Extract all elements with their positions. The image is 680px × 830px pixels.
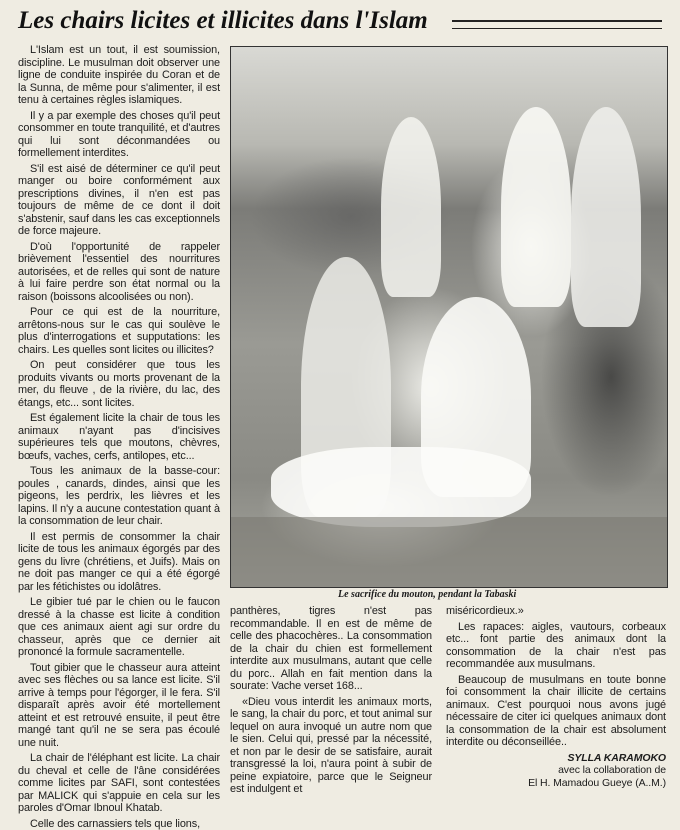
photo-caption: Le sacrifice du mouton, pendant la Tabaski xyxy=(338,588,668,602)
paragraph: Tout gibier que le chasseur aura atteint avec ses flèches ou sa lance est licite. S'il arrive à temps pour l'égorger, il le fera. S'il disparaît après avoir été mortellement atteint et est retrouvé ensuite, il peut être mangé tant qu'il ne se sera pas écoulé une nuit. xyxy=(18,662,220,750)
author-name: SYLLA KARAMOKO xyxy=(446,752,666,765)
paragraph: Il y a par exemple des choses qu'il peut consommer en toute tranquilité, et d'autres qui lui sont déconmandées ou formellement interdites. xyxy=(18,110,220,160)
photo-figure xyxy=(381,117,441,297)
paragraph: Celle des carnassiers tels que lions, xyxy=(18,818,220,830)
collaborator-name: El H. Mamadou Gueye (A..M.) xyxy=(446,777,666,790)
paragraph: Il est permis de consommer la chair licite de tous les animaux égorgés par des gens du livre (chrétiens, et Juifs). Mais on ne doit pas manger ce qui a été égorgé par les fétichistes ou idolâtres. xyxy=(18,531,220,594)
paragraph: D'où l'opportunité de rappeler brièvement l'essentiel des nourritures autorisées, et de relles qui sont de nature à lui faire perdre son état normal ou la raison (boissons alcoolisées ou non). xyxy=(18,241,220,304)
paragraph: Est également licite la chair de tous les animaux n'ayant pas d'incisives supérieures tels que moutons, chèvres, bœufs, vaches, cerfs, antilopes, etc... xyxy=(18,412,220,462)
collaboration-note: avec la collaboration de xyxy=(446,764,666,777)
paragraph: On peut considérer que tous les produits vivants ou morts provenant de la mer, du fleuve , de la rivière, du lac, des étangs, etc... sont licites. xyxy=(18,359,220,409)
article-column-1 xyxy=(18,44,220,796)
article-column-2 xyxy=(230,605,432,800)
photo-figure xyxy=(571,107,641,327)
paragraph: «Dieu vous interdit les animaux morts, le sang, la chair du porc, et tout animal sur lequel on aura invoqué un autre nom que le sien. Celui qui, pressé par la nécessité, et non par le desir de se satisfaire, aurait transgressé la loi, n'aura point à subir de peine expiatoire, parce que le Seigneur est indulgent et xyxy=(230,696,432,796)
paragraph: Pour ce qui est de la nourriture, arrêtons-nous sur le cas qui soulève le plus d'interrogations et supputations: les chairs. Les quelles sont licites ou illicites? xyxy=(18,306,220,356)
article-column-3 xyxy=(446,605,666,800)
paragraph: Les rapaces: aigles, vautours, corbeaux etc... font partie des animaux dont la consommation de la chair n'est pas recommandée aux musulmans. xyxy=(446,621,666,671)
paragraph: Tous les animaux de la basse-cour: poules , canards, dindes, ainsi que les pigeons, les perdrix, les lièvres et les lapins. Il n'y a aucune contestation quant à la consommation de leur chair. xyxy=(18,465,220,528)
paragraph: miséricordieux.» xyxy=(446,605,666,618)
signature xyxy=(446,752,666,790)
article-title: Les chairs licites et illicites dans l'Islam xyxy=(18,4,498,38)
paragraph: La chair de l'éléphant est licite. La chair du cheval et celle de l'âne considérées comme licites par SAFI, sont contestées par MALICK qui s'appuie en cela sur les paroles d'Omar Ibnoul Khatab. xyxy=(18,752,220,815)
photo-ground xyxy=(231,517,667,587)
paragraph: S'il est aisé de déterminer ce qu'il peut manger ou boire conformément aux prescriptions divines, il n'en est pas toujours de même de ce dont il doit s'abstenir, sauf dans les cas exceptionnels de force majeure. xyxy=(18,163,220,238)
photo-sheep xyxy=(271,447,531,527)
photo-figure xyxy=(501,107,571,307)
paragraph: Le gibier tué par le chien ou le faucon dressé à la chasse est licite à condition que ces animaux aient agi sur ordre du chasseur, après que ce dernier ait prononcé la formule sacramentelle. xyxy=(18,596,220,659)
paragraph: Beaucoup de musulmans en toute bonne foi consomment la chair illicite de certains animaux. C'est pourquoi nous avons jugé nécessaire de citer ici quelques animaux dont la consommation de la chair est absolument interdite ou déconseillée.. xyxy=(446,674,666,749)
sheep-sacrifice-photo xyxy=(230,46,668,588)
paragraph: panthères, tigres n'est pas recommandable. Il en est de même de celle des phacochères.. La consommation de la chair du chien est formellement interdite aux musulmans, autant que celle du porc.. Allah en fait mention dans la sourate: Vache verset 168... xyxy=(230,605,432,693)
paragraph: L'Islam est un tout, il est soumission, discipline. Le musulman doit observer une ligne de conduite inspirée du Coran et de la Sunna, de même pour s'alimenter, il est tenu à certaines règles islamiques. xyxy=(18,44,220,107)
title-rule xyxy=(452,20,662,29)
